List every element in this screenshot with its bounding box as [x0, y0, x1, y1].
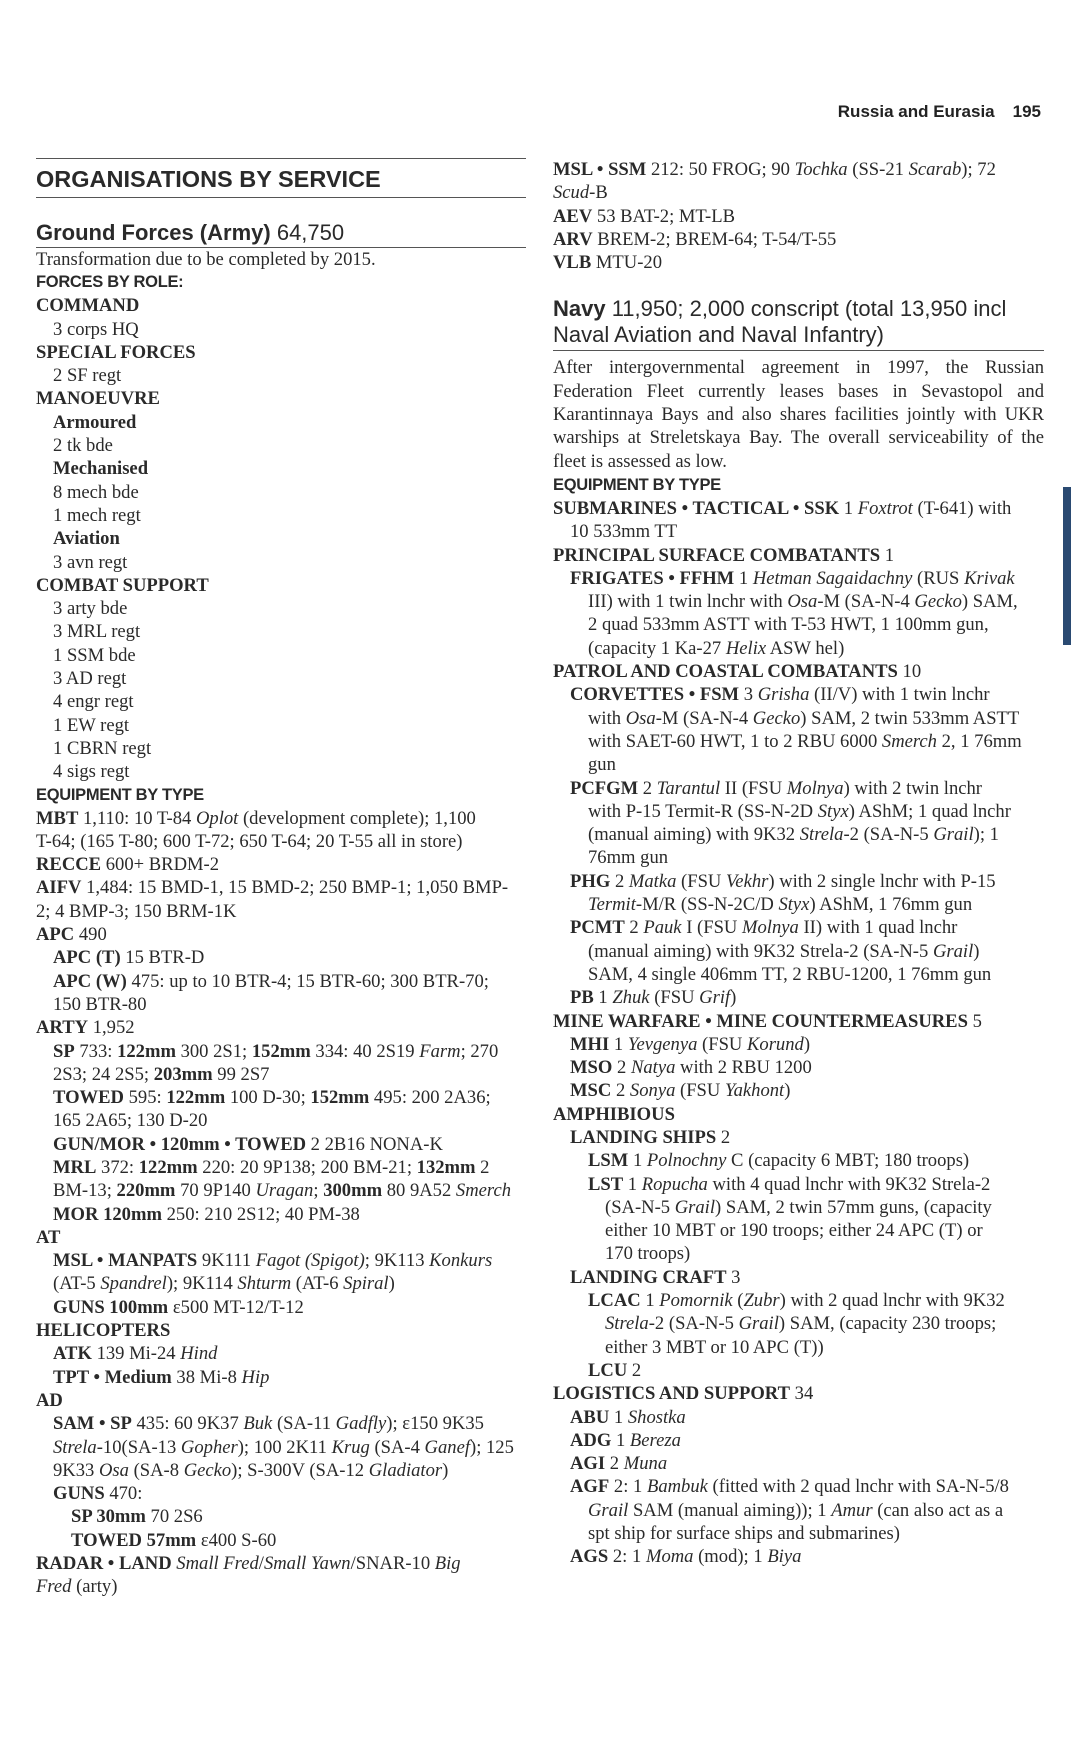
submarines-entry: SUBMARINES • TACTICAL • SSK 1 Foxtrot (T-641) with [553, 497, 1012, 519]
running-header [838, 102, 1041, 122]
corps-hq: 3 corps HQ [53, 318, 139, 340]
pcfgm-entry-cont: 76mm gun [588, 847, 669, 869]
frigates-entry-cont: 2 quad 533mm ASTT with T-53 HWT, 1 100mm gun, [588, 614, 989, 636]
corvettes-entry-cont: with Osa-M (SA-N-4 Gecko) SAM, 2 twin 533mm ASTT [588, 707, 1020, 729]
vlb-entry: VLB MTU-20 [553, 252, 662, 274]
aifv-entry-cont: 2; 4 BMP-3; 150 BRM-1K [36, 900, 237, 922]
apc-entry: APC 490 [36, 924, 107, 946]
special-forces-heading: SPECIAL FORCES [36, 341, 196, 363]
left-column [36, 158, 526, 1599]
lcac-entry: LCAC 1 Pomornik (Zubr) with 2 quad lnchr with 9K32 [588, 1290, 1005, 1312]
ad-heading: AD [36, 1389, 63, 1411]
atk-heli-entry: ATK 139 Mi-24 Hind [53, 1343, 218, 1365]
mech-regt: 1 mech regt [53, 504, 141, 526]
towed-arty-entry: TOWED 595: 122mm 100 D-30; 152mm 495: 200 2A36; [53, 1087, 491, 1109]
right-column [553, 158, 1044, 1569]
section-title: Russia and Eurasia [837, 102, 995, 121]
frigates-entry-cont: (capacity 1 Ka-27 Helix ASW hel) [588, 637, 845, 659]
pcmt-entry-cont: (manual aiming) with 9K32 Strela-2 (SA-N-5 Grail) [588, 940, 980, 962]
frigates-entry: FRIGATES • FFHM 1 Hetman Sagaidachny (RUS Krivak [570, 567, 1015, 589]
psc-heading: PRINCIPAL SURFACE COMBATANTS 1 [553, 544, 895, 566]
combat-support-item: 3 AD regt [53, 668, 127, 690]
combat-support-item: 1 CBRN regt [53, 737, 152, 759]
ssm-entry-cont: Scud-B [553, 182, 608, 204]
apcw-entry: APC (W) 475: up to 10 BTR-4; 15 BTR-60; 300 BTR-70; [53, 970, 489, 992]
pcmt-entry: PCMT 2 Pauk I (FSU Molnya II) with 1 quad lnchr [570, 917, 958, 939]
aev-entry: AEV 53 BAT-2; MT-LB [553, 205, 736, 227]
agf-entry-cont: Grail SAM (manual aiming)); 1 Amur (can also act as a [588, 1499, 1004, 1521]
lcac-entry-cont: Strela-2 (SA-N-5 Grail) SAM, (capacity 230 troops; [605, 1313, 997, 1335]
sf-regt: 2 SF regt [53, 365, 122, 387]
mbt-entry-cont: T-64; (165 T-80; 600 T-72; 650 T-64; 20 T-55 all in store) [36, 830, 463, 852]
sam-entry-cont: 9K33 Osa (SA-8 Gecko); S-300V (SA-12 Gladiator) [53, 1459, 449, 1481]
forces-by-role-heading: FORCES BY ROLE: [36, 273, 184, 292]
lcu-entry: LCU 2 [588, 1359, 642, 1381]
landing-ships-heading: LANDING SHIPS 2 [570, 1126, 731, 1148]
tk-bde: 2 tk bde [53, 435, 113, 457]
section-thumb-tab [1063, 487, 1071, 645]
manpats-entry-cont: (AT-5 Spandrel); 9K114 Shturm (AT-6 Spiral) [53, 1273, 395, 1295]
pcmt-entry-cont: SAM, 4 single 406mm TT, 2 RBU-1200, 1 76mm gun [588, 963, 992, 985]
lst-entry-cont: either 10 MBT or 190 troops; either 24 APC (T) or [605, 1220, 983, 1242]
apcw-entry-cont: 150 BTR-80 [53, 993, 147, 1015]
transformation-note: Transformation due to be completed by 2015. [36, 249, 376, 270]
ground-forces-strength: 64,750 [276, 220, 345, 245]
corvettes-entry: CORVETTES • FSM 3 Grisha (II/V) with 1 twin lnchr [570, 684, 990, 706]
gunmor-entry: GUN/MOR • 120mm • TOWED 2 2B16 NONA-K [53, 1133, 443, 1155]
aifv-entry: AIFV 1,484: 15 BMD-1, 15 BMD-2; 250 BMP-1; 1,050 BMP- [36, 877, 509, 899]
radar-entry: RADAR • LAND Small Fred/Small Yawn/SNAR-10 Big [36, 1553, 461, 1575]
sp30-entry: SP 30mm 70 2S6 [71, 1506, 203, 1528]
ground-forces-name: Ground Forces (Army) [36, 220, 271, 245]
frigates-entry-cont: III) with 1 twin lnchr with Osa-M (SA-N-4 Gecko) SAM, [588, 591, 1018, 613]
navy-heading: Navy 11,950; 2,000 conscript (total 13,950 incl Naval Aviation and Naval Infantry) [553, 296, 1044, 351]
mso-entry: MSO 2 Natya with 2 RBU 1200 [570, 1057, 812, 1079]
page-number: 195 [1012, 102, 1041, 121]
tpt-heli-entry: TPT • Medium 38 Mi-8 Hip [53, 1366, 270, 1388]
mrl-entry-cont: BM-13; 220mm 70 9P140 Uragan; 300mm 80 9A52 Smerch [53, 1180, 511, 1202]
aviation-heading: Aviation [53, 528, 120, 550]
corvettes-entry-cont: gun [588, 754, 616, 776]
ad-guns-entry: GUNS 470: [53, 1483, 143, 1505]
agf-entry-cont: spt ship for surface ships and submarines) [588, 1523, 900, 1545]
lcac-entry-cont: either 3 MBT or 10 APC (T)) [605, 1336, 824, 1358]
combat-support-item: 3 arty bde [53, 598, 128, 620]
combat-support-item: 1 EW regt [53, 714, 130, 736]
pcfgm-entry-cont: with P-15 Termit-R (SS-N-2D Styx) AShM; 1 quad lnchr [588, 800, 1011, 822]
mhi-entry: MHI 1 Yevgenya (FSU Korund) [570, 1033, 811, 1055]
pcfgm-entry-cont: (manual aiming) with 9K32 Strela-2 (SA-N-5 Grail); 1 [588, 824, 999, 846]
sp-arty-entry: SP 733: 122mm 300 2S1; 152mm 334: 40 2S19 Farm; 270 [53, 1040, 499, 1062]
lst-entry-cont: (SA-N-5 Grail) SAM, 2 twin 57mm guns, (capacity [605, 1196, 992, 1218]
navy-paragraph: After intergovernmental agreement in 1997, the Russian Federation Fleet currently leases bases in Sevastopol and Karantinnaya Bays and also shares facilities jointly with UKR warships at Streletskaya Bay. The overall serviceability of the fleet is assessed as low. [553, 357, 1044, 472]
phg-entry-cont: Termit-M/R (SS-N-2C/D Styx) AShM, 1 76mm gun [588, 894, 973, 916]
mine-warfare-heading: MINE WARFARE • MINE COUNTERMEASURES 5 [553, 1010, 982, 1032]
phg-entry: PHG 2 Matka (FSU Vekhr) with 2 single lnchr with P-15 [570, 870, 996, 892]
lsm-entry: LSM 1 Polnochny C (capacity 6 MBT; 180 troops) [588, 1150, 970, 1172]
amphibious-heading: AMPHIBIOUS [553, 1103, 675, 1125]
mbt-entry: MBT 1,110: 10 T-84 Oplot (development complete); 1,100 [36, 807, 476, 829]
equipment-heading: EQUIPMENT BY TYPE [36, 785, 204, 804]
combat-support-item: 3 MRL regt [53, 621, 141, 643]
avn-regt: 3 avn regt [53, 551, 128, 573]
mrl-entry: MRL 372: 122mm 220: 20 9P138; 200 BM-21; 132mm 2 [53, 1156, 490, 1178]
ags-entry: AGS 2: 1 Moma (mod); 1 Biya [570, 1546, 802, 1568]
armoured-heading: Armoured [53, 411, 137, 433]
corvettes-entry-cont: with SAET-60 HWT, 1 to 2 RBU 6000 Smerch 2, 1 76mm [588, 730, 1022, 752]
ground-forces-heading [36, 220, 526, 248]
navy-equipment-heading: EQUIPMENT BY TYPE [553, 475, 721, 494]
agf-entry: AGF 2: 1 Bambuk (fitted with 2 quad lnchr with SA-N-5/8 [570, 1476, 1009, 1498]
sp-arty-entry-cont: 2S3; 24 2S5; 203mm 99 2S7 [53, 1063, 270, 1085]
recce-entry: RECCE 600+ BRDM-2 [36, 854, 220, 876]
towed-arty-entry-cont: 165 2A65; 130 D-20 [53, 1110, 208, 1132]
mech-bde: 8 mech bde [53, 481, 139, 503]
logistics-heading: LOGISTICS AND SUPPORT 34 [553, 1383, 814, 1405]
lst-entry: LST 1 Ropucha with 4 quad lnchr with 9K32 Strela-2 [588, 1173, 991, 1195]
towed57-entry: TOWED 57mm ε400 S-60 [71, 1529, 277, 1551]
combat-support-item: 1 SSM bde [53, 644, 136, 666]
lst-entry-cont: 170 troops) [605, 1243, 691, 1265]
agi-entry: AGI 2 Muna [570, 1453, 668, 1475]
manoeuvre-heading: MANOEUVRE [36, 388, 160, 410]
landing-craft-heading: LANDING CRAFT 3 [570, 1266, 741, 1288]
pcc-heading: PATROL AND COASTAL COMBATANTS 10 [553, 661, 922, 683]
pcfgm-entry: PCFGM 2 Tarantul II (FSU Molnya) with 2 twin lnchr [570, 777, 982, 799]
ssm-entry: MSL • SSM 212: 50 FROG; 90 Tochka (SS-21 Scarab); 72 [553, 159, 996, 180]
at-guns-entry: GUNS 100mm ε500 MT-12/T-12 [53, 1296, 304, 1318]
sam-entry: SAM • SP 435: 60 9K37 Buk (SA-11 Gadfly); ε150 9K35 [53, 1413, 484, 1435]
manpats-entry: MSL • MANPATS 9K111 Fagot (Spigot); 9K113 Konkurs [53, 1250, 493, 1272]
at-heading: AT [36, 1226, 61, 1248]
adg-entry: ADG 1 Bereza [570, 1429, 681, 1451]
msc-entry: MSC 2 Sonya (FSU Yakhont) [570, 1080, 791, 1102]
mor-entry: MOR 120mm 250: 210 2S12; 40 PM-38 [53, 1203, 360, 1225]
arv-entry: ARV BREM-2; BREM-64; T-54/T-55 [553, 228, 837, 250]
abu-entry: ABU 1 Shostka [570, 1406, 686, 1428]
radar-entry-cont: Fred (arty) [36, 1576, 118, 1598]
combat-support-item: 4 engr regt [53, 691, 134, 713]
sam-entry-cont: Strela-10(SA-13 Gopher); 100 2K11 Krug (SA-4 Ganef); 125 [53, 1436, 514, 1458]
apct-entry: APC (T) 15 BTR-D [53, 947, 205, 969]
combat-support-item: 4 sigs regt [53, 761, 130, 783]
command-heading: COMMAND [36, 295, 140, 317]
navy-name: Navy [553, 296, 606, 322]
arty-entry: ARTY 1,952 [36, 1017, 135, 1039]
submarines-entry-cont: 10 533mm TT [570, 521, 678, 543]
combat-support-heading: COMBAT SUPPORT [36, 574, 209, 596]
mechanised-heading: Mechanised [53, 458, 149, 480]
pb-entry: PB 1 Zhuk (FSU Grif) [570, 987, 737, 1009]
helicopters-heading: HELICOPTERS [36, 1320, 171, 1342]
section-heading: ORGANISATIONS BY SERVICE [36, 158, 526, 198]
